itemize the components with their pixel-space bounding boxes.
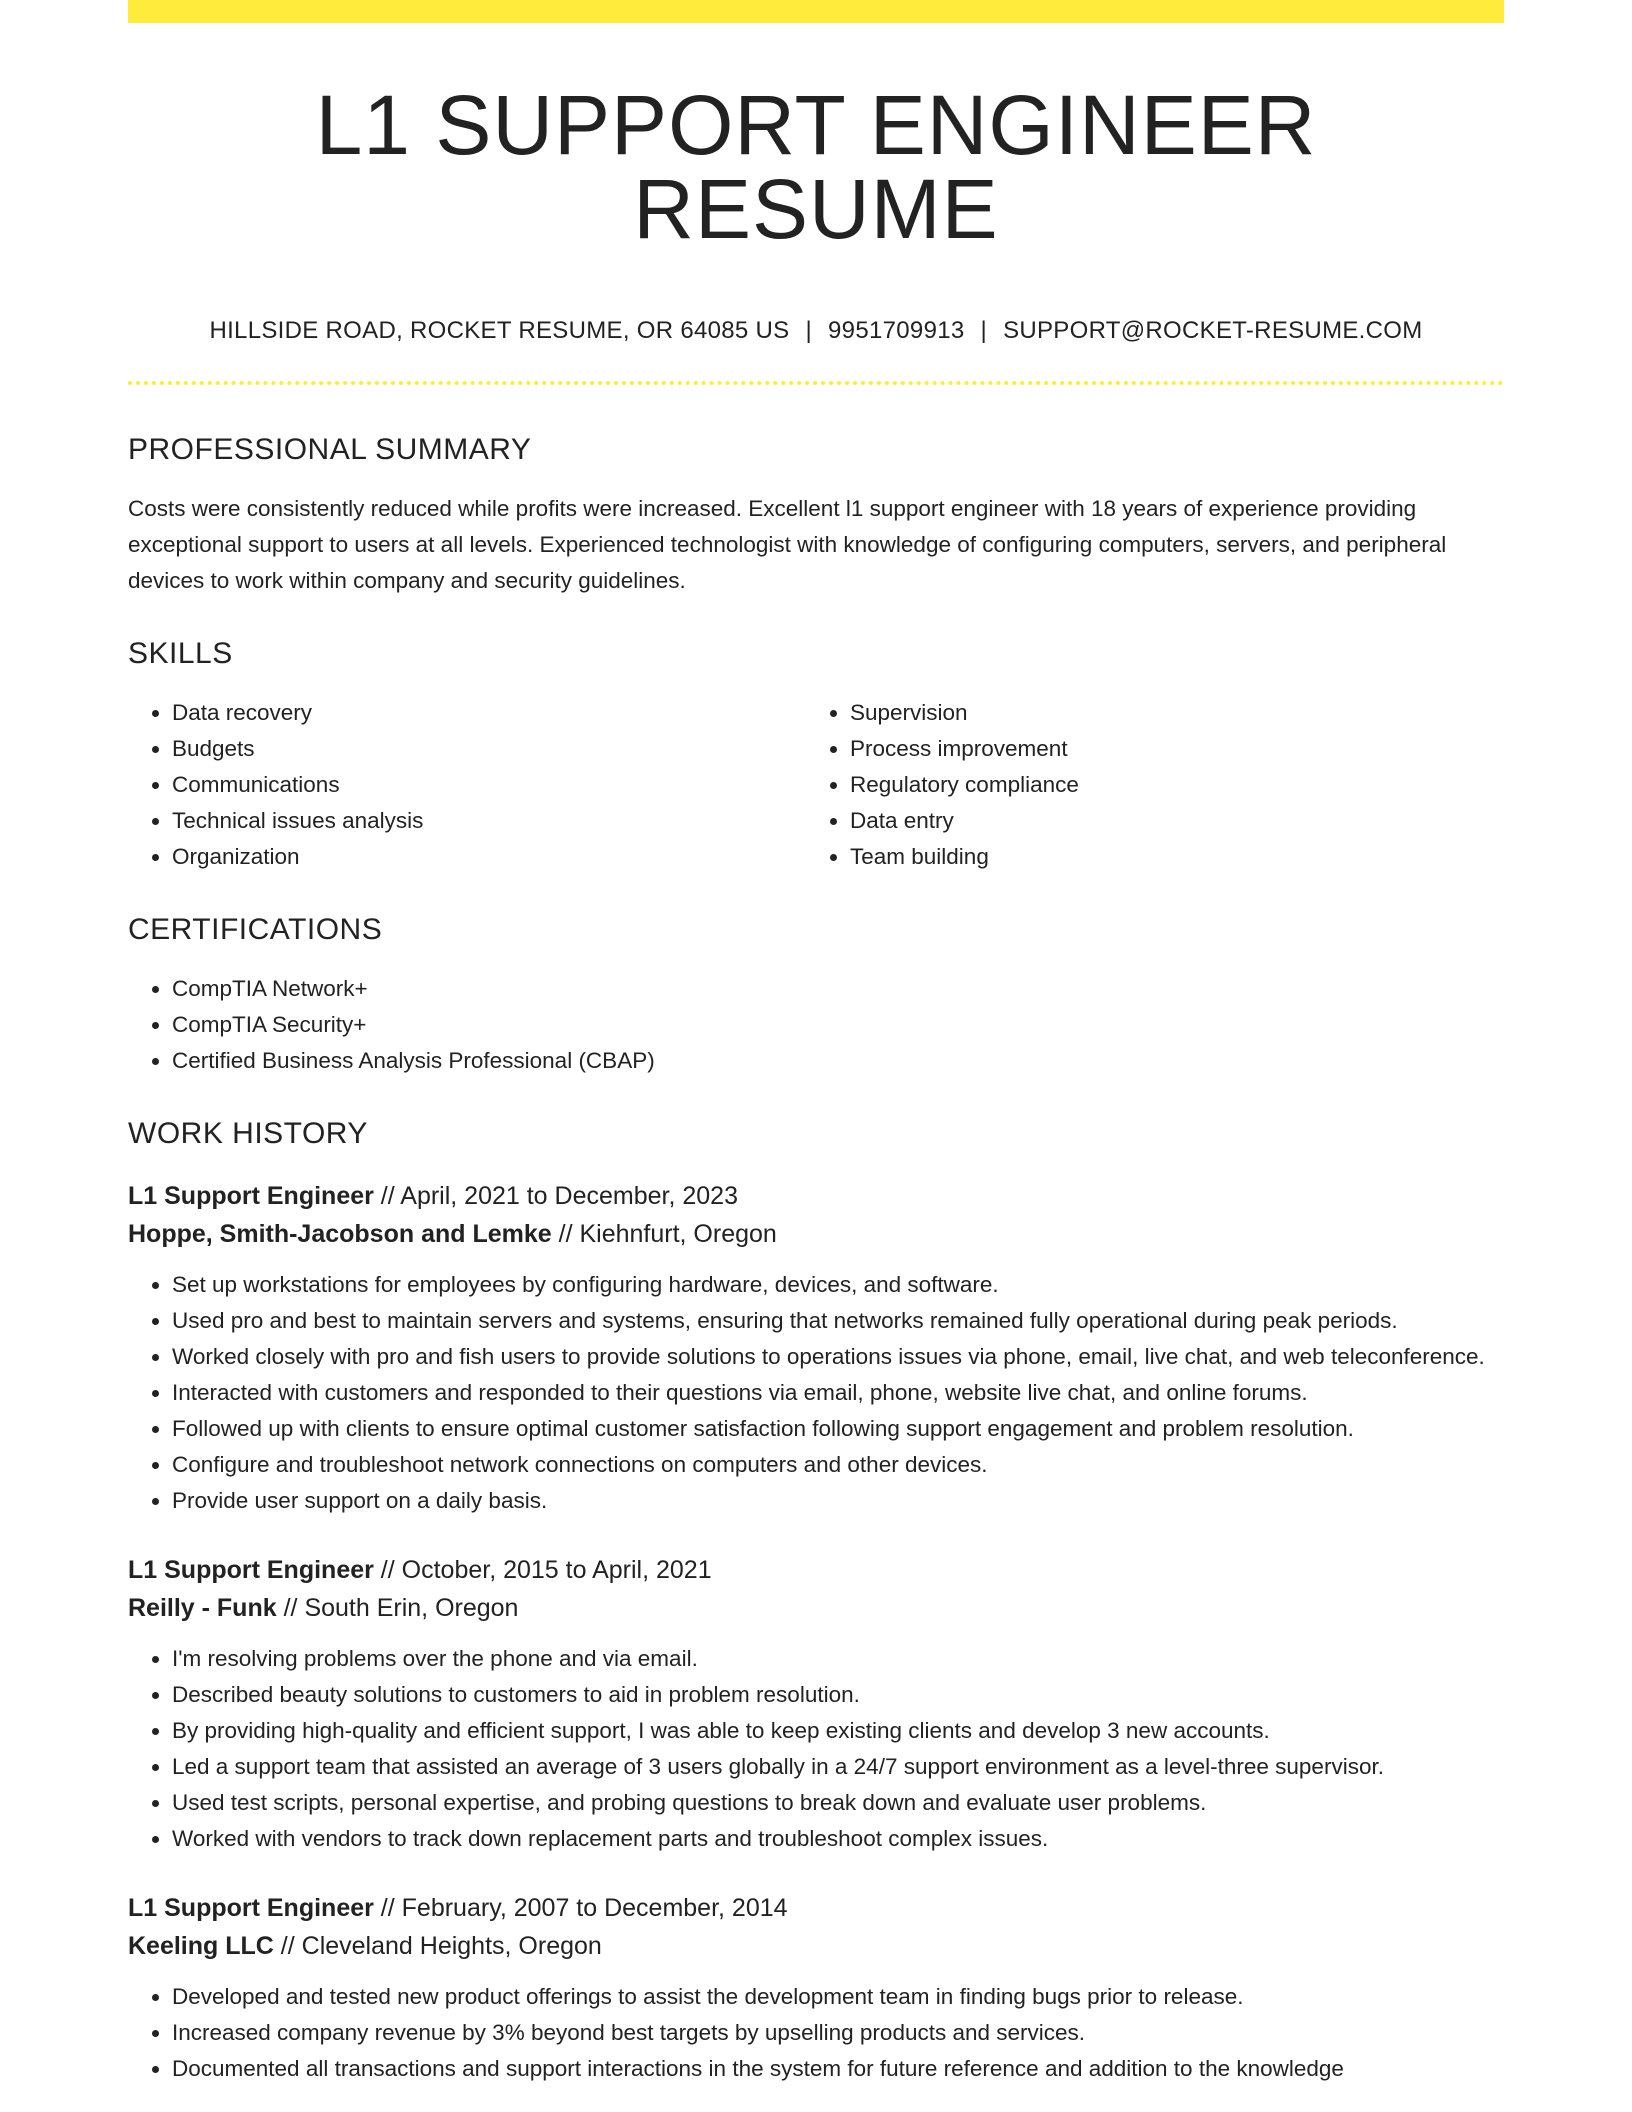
- skill-item: • Supervision: [850, 695, 1484, 731]
- job-bullet: • Increased company revenue by 3% beyond best targets by upselling products and services.: [172, 2015, 1504, 2051]
- job-company-line: [128, 1589, 1504, 1627]
- skill-item: • Budgets: [172, 731, 806, 767]
- skill-item: • Regulatory compliance: [850, 767, 1484, 803]
- job-bullet: • I'm resolving problems over the phone and via email.: [172, 1641, 1504, 1677]
- job-title: L1 Support Engineer: [128, 1182, 374, 1210]
- job-bullet: • Configure and troubleshoot network connections on computers and other devices.: [172, 1447, 1504, 1483]
- skill-item: • Team building: [850, 839, 1484, 875]
- certification-item: • CompTIA Network+: [172, 971, 1504, 1007]
- skills-heading: SKILLS: [128, 637, 233, 670]
- certifications-heading: CERTIFICATIONS: [128, 913, 383, 946]
- job-title: L1 Support Engineer: [128, 1894, 374, 1922]
- contact-phone: 9951709913: [828, 317, 965, 344]
- dotted-divider: [128, 381, 1504, 385]
- job-bullets: [128, 1641, 1504, 1857]
- job-title-line: [128, 1177, 1504, 1215]
- job-dates: October, 2015 to April, 2021: [401, 1556, 712, 1584]
- job-bullets: [128, 1979, 1504, 2087]
- job-location: South Erin, Oregon: [304, 1594, 519, 1622]
- job-title: L1 Support Engineer: [128, 1556, 374, 1584]
- job-entry: [128, 1177, 1504, 1519]
- job-bullet: • Used pro and best to maintain servers and systems, ensuring that networks remained fully operational during peak periods.: [172, 1303, 1504, 1339]
- contact-separator: |: [980, 317, 988, 344]
- certifications-list: [128, 971, 1504, 1079]
- summary-heading: PROFESSIONAL SUMMARY: [128, 433, 532, 466]
- job-bullet: • Followed up with clients to ensure optimal customer satisfaction following support engagement and problem resolution.: [172, 1411, 1504, 1447]
- job-bullet: • Described beauty solutions to customers to aid in problem resolution.: [172, 1677, 1504, 1713]
- job-dates: April, 2021 to December, 2023: [400, 1182, 738, 1210]
- job-title-line: [128, 1551, 1504, 1589]
- contact-separator: |: [805, 317, 813, 344]
- skills-columns: [128, 695, 1504, 875]
- job-separator: //: [373, 1894, 402, 1922]
- job-bullet: • By providing high-quality and efficient support, I was able to keep existing clients and develop 3 new accounts.: [172, 1713, 1504, 1749]
- contact-line: [128, 319, 1504, 343]
- certification-item: • Certified Business Analysis Professional (CBAP): [172, 1043, 1504, 1079]
- job-entry: [128, 1551, 1504, 1857]
- skills-right-column: [806, 695, 1484, 875]
- skills-left-column: [128, 695, 806, 875]
- contact-address: HILLSIDE ROAD, ROCKET RESUME, OR 64085 US: [209, 317, 790, 344]
- job-company-line: [128, 1927, 1504, 1965]
- job-bullet: • Worked with vendors to track down replacement parts and troubleshoot complex issues.: [172, 1821, 1504, 1857]
- job-bullet: • Provide user support on a daily basis.: [172, 1483, 1504, 1519]
- job-entry: [128, 1889, 1504, 2087]
- job-company-line: [128, 1215, 1504, 1253]
- skill-item: • Process improvement: [850, 731, 1484, 767]
- skill-item: • Data entry: [850, 803, 1484, 839]
- top-accent-bar: [128, 0, 1504, 23]
- contact-email: SUPPORT@ROCKET-RESUME.COM: [1003, 317, 1423, 344]
- job-bullet: • Interacted with customers and responded to their questions via email, phone, website live chat, and online forums.: [172, 1375, 1504, 1411]
- job-separator: //: [551, 1220, 580, 1248]
- job-bullets: [128, 1267, 1504, 1519]
- job-title-line: [128, 1889, 1504, 1927]
- summary-text: Costs were consistently reduced while profits were increased. Excellent l1 support engineer with 18 years of experience providing exceptional support to users at all levels. Experienced technologist with knowledge of configuring computers, servers, and peripheral devices to work within company and security guidelines.: [128, 496, 1447, 593]
- skill-item: • Communications: [172, 767, 806, 803]
- job-location: Kiehnfurt, Oregon: [579, 1220, 777, 1248]
- job-separator: //: [373, 1556, 402, 1584]
- job-company: Reilly - Funk: [128, 1594, 277, 1622]
- job-bullet: • Used test scripts, personal expertise, and probing questions to break down and evaluate user problems.: [172, 1785, 1504, 1821]
- job-bullet: • Developed and tested new product offerings to assist the development team in finding bugs prior to release.: [172, 1979, 1504, 2015]
- job-separator: //: [273, 1932, 302, 1960]
- job-separator: //: [373, 1182, 401, 1210]
- job-bullet: • Worked closely with pro and fish users to provide solutions to operations issues via phone, email, live chat, and web teleconference.: [172, 1339, 1504, 1375]
- job-bullet: • Set up workstations for employees by configuring hardware, devices, and software.: [172, 1267, 1504, 1303]
- skill-item: • Technical issues analysis: [172, 803, 806, 839]
- job-separator: //: [276, 1594, 305, 1622]
- skill-item: • Data recovery: [172, 695, 806, 731]
- work-history-heading: WORK HISTORY: [128, 1117, 368, 1150]
- skill-item: • Organization: [172, 839, 806, 875]
- resume-page: [128, 0, 1504, 2087]
- job-company: Hoppe, Smith-Jacobson and Lemke: [128, 1220, 552, 1248]
- job-bullet: • Documented all transactions and support interactions in the system for future reference and addition to the knowledge: [172, 2051, 1504, 2087]
- job-bullet: • Led a support team that assisted an average of 3 users globally in a 24/7 support environment as a level-three supervisor.: [172, 1749, 1504, 1785]
- job-company: Keeling LLC: [128, 1932, 274, 1960]
- resume-title: L1 SUPPORT ENGINEER RESUME: [315, 78, 1317, 256]
- job-dates: February, 2007 to December, 2014: [401, 1894, 788, 1922]
- certification-item: • CompTIA Security+: [172, 1007, 1504, 1043]
- job-location: Cleveland Heights, Oregon: [301, 1932, 602, 1960]
